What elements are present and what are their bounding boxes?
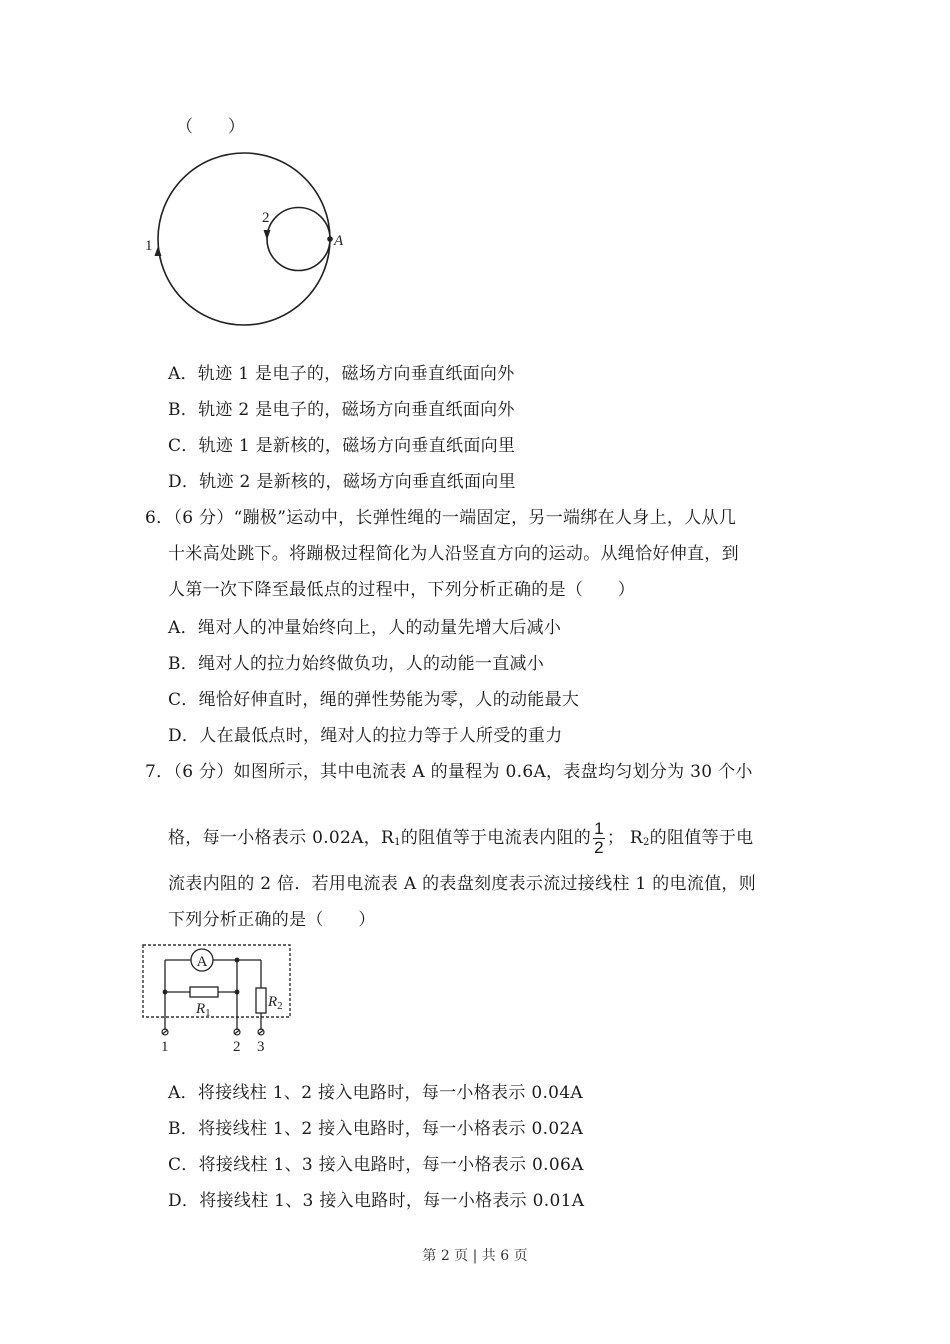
particle-track-diagram — [140, 150, 360, 330]
ammeter-label: A — [196, 954, 208, 970]
q7-number: 7． — [145, 762, 174, 782]
r1-label: $R_1$ — [196, 1001, 211, 1019]
point-a-label: A — [334, 233, 344, 249]
q7-stem-line-2: 格，每一小格表示 0.02A，$R_1$的阻值等于电流表内阻的 $\frac{1}{2}$ ； $R_2$的阻值等于电 — [168, 819, 754, 857]
point-a-dot — [327, 236, 333, 242]
q7-stem-line-1: 7．（6 分）如图所示，其中电流表 A 的量程为 0.6A，表盘均匀划分为 30 个小 — [145, 762, 753, 782]
terminal-2-label: 2 — [233, 1039, 241, 1055]
r1-resistor — [190, 987, 218, 997]
q7-option-c: C．将接线柱 1、3 接入电路时，每一小格表示 0.06A — [168, 1155, 584, 1175]
q5-option-d: D．轨迹 2 是新核的，磁场方向垂直纸面向里 — [168, 472, 516, 492]
ammeter-circuit-diagram — [140, 940, 300, 1055]
terminal-3-label: 3 — [257, 1039, 265, 1055]
q7-option-b: B．将接线柱 1、2 接入电路时，每一小格表示 0.02A — [168, 1119, 584, 1139]
q7-option-a: A．将接线柱 1、2 接入电路时，每一小格表示 0.04A — [168, 1083, 583, 1103]
q6-option-c: C．绳恰好伸直时，绳的弹性势能为零，人的动能最大 — [168, 690, 580, 710]
page-footer: 第 2 页 | 共 6 页 — [422, 1248, 528, 1264]
terminal-1-label: 1 — [161, 1039, 169, 1055]
q6-stem-line-3: 人第一次下降至最低点的过程中，下列分析正确的是（ ） — [168, 580, 636, 600]
r2-label: $R_2$ — [268, 994, 283, 1012]
q6-option-b: B．绳对人的拉力始终做负功，人的动能一直减小 — [168, 654, 545, 674]
track-2-circle — [267, 208, 330, 271]
q6-number: 6． — [145, 508, 174, 528]
q7-option-d: D．将接线柱 1、3 接入电路时，每一小格表示 0.01A — [168, 1191, 585, 1211]
q6-stem-line-1: 6．（6 分）“蹦极”运动中，长弹性绳的一端固定，另一端绑在人身上，人从几 — [145, 508, 737, 528]
q5-option-a: A．轨迹 1 是电子的，磁场方向垂直纸面向外 — [168, 364, 515, 384]
track-2-arrow-icon — [264, 230, 271, 240]
q6-option-a: A．绳对人的冲量始终向上，人的动量先增大后减小 — [168, 618, 562, 638]
q6-stem-line-2: 十米高处跳下。将蹦极过程简化为人沿竖直方向的运动。从绳恰好伸直，到 — [168, 544, 739, 564]
q5-option-c: C．轨迹 1 是新核的，磁场方向垂直纸面向里 — [168, 436, 516, 456]
track-1-label: 1 — [145, 238, 153, 254]
q7-stem-line-3: 流表内阻的 2 倍．若用电流表 A 的表盘刻度表示流过接线柱 1 的电流值，则 — [168, 874, 757, 894]
q5-option-b: B．轨迹 2 是电子的，磁场方向垂直纸面向外 — [168, 400, 515, 420]
q6-option-d: D．人在最低点时，绳对人的拉力等于人所受的重力 — [168, 726, 563, 746]
track-1-circle — [158, 153, 330, 325]
r2-resistor — [256, 988, 266, 1013]
one-half-fraction: $\frac{1}{2}$ — [594, 819, 604, 857]
q7-stem-line-4: 下列分析正确的是（ ） — [168, 910, 376, 930]
track-1-arrow-icon — [155, 246, 162, 256]
track-2-label: 2 — [262, 210, 270, 226]
answer-bracket: （ ） — [176, 117, 246, 137]
